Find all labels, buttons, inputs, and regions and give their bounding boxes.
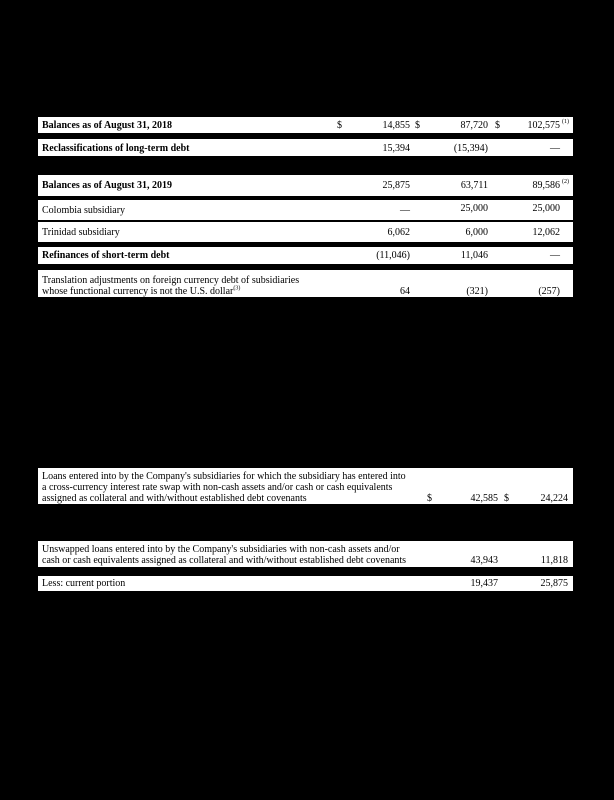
dollar-sign: $ [495, 120, 500, 131]
row-label-line3: assigned as collateral and with/without established debt covenants [42, 493, 307, 504]
cell-col2: 25,875 [540, 578, 568, 589]
row-label-line2: a cross-currency interest rate swap with non-cash assets and/or cash or cash equivalents [42, 482, 393, 493]
row-label-line1: Unswapped loans entered into by the Company's subsidiaries with non-cash assets and/or [42, 544, 400, 555]
dollar-sign: $ [427, 493, 432, 504]
cell-col1: — [400, 205, 410, 216]
row-label-line1: Translation adjustments on foreign currency debt of subsidiaries [42, 275, 300, 286]
cell-col3: 12,062 [532, 227, 560, 238]
cell-col3: 25,000 [532, 203, 560, 214]
cell-col3: (257) [538, 286, 560, 297]
footnote-marker: (1) [562, 119, 569, 125]
cell-col1: 43,943 [470, 555, 498, 566]
cell-col1: 42,585 [470, 493, 498, 504]
footnote-marker: (2) [562, 179, 569, 185]
row-label: Colombia subsidiary [42, 205, 126, 216]
cell-col2: 87,720 [460, 120, 488, 131]
cell-col1: 25,875 [382, 180, 410, 191]
row-label: Refinances of short-term debt [42, 250, 170, 261]
row-label-line2 [42, 286, 240, 297]
dollar-sign: $ [415, 120, 420, 131]
cell-col3: 102,575 [527, 120, 560, 131]
table-row [38, 175, 573, 196]
row-label-text: whose functional currency is not the U.S. dollar [42, 286, 234, 297]
table-row [38, 200, 573, 220]
cell-col3: 89,586 [532, 180, 560, 191]
cell-col1: 6,062 [387, 227, 410, 238]
footnote-marker: (3) [233, 285, 241, 292]
cell-col2: 11,818 [540, 555, 568, 566]
row-label: Balances as of August 31, 2018 [42, 120, 173, 131]
row-label-line1: Loans entered into by the Company's subsidiaries for which the subsidiary has entered into [42, 471, 406, 482]
cell-col2: 11,046 [460, 250, 488, 261]
cell-col1: (11,046) [376, 250, 410, 261]
table-row [38, 222, 573, 242]
row-label: Balances as of August 31, 2019 [42, 180, 173, 191]
dollar-sign: $ [504, 493, 509, 504]
cell-col2: (321) [466, 286, 488, 297]
dollar-sign: $ [337, 120, 342, 131]
cell-col2: 25,000 [460, 203, 488, 214]
table-row [38, 468, 573, 504]
cell-col1: 14,855 [382, 120, 410, 131]
cell-col2: 6,000 [465, 227, 488, 238]
cell-col3: — [550, 250, 560, 261]
cell-col2: 63,711 [460, 180, 488, 191]
cell-col1: 15,394 [382, 143, 410, 154]
row-label: Reclassifications of long-term debt [42, 143, 190, 154]
table-row [38, 247, 573, 264]
row-label: Trinidad subsidiary [42, 227, 120, 238]
table-row [38, 576, 573, 591]
cell-col3: — [550, 143, 560, 154]
cell-col2: 24,224 [540, 493, 568, 504]
cell-col2: (15,394) [453, 143, 488, 154]
cell-col1: 19,437 [470, 578, 498, 589]
row-label-line2: cash or cash equivalents assigned as collateral and with/without established debt covenants [42, 555, 407, 566]
row-label: Less: current portion [42, 578, 126, 589]
table-row [38, 270, 573, 297]
table-row [38, 139, 573, 156]
table-row [38, 541, 573, 567]
table-row [38, 117, 573, 133]
cell-col1: 64 [400, 286, 410, 297]
